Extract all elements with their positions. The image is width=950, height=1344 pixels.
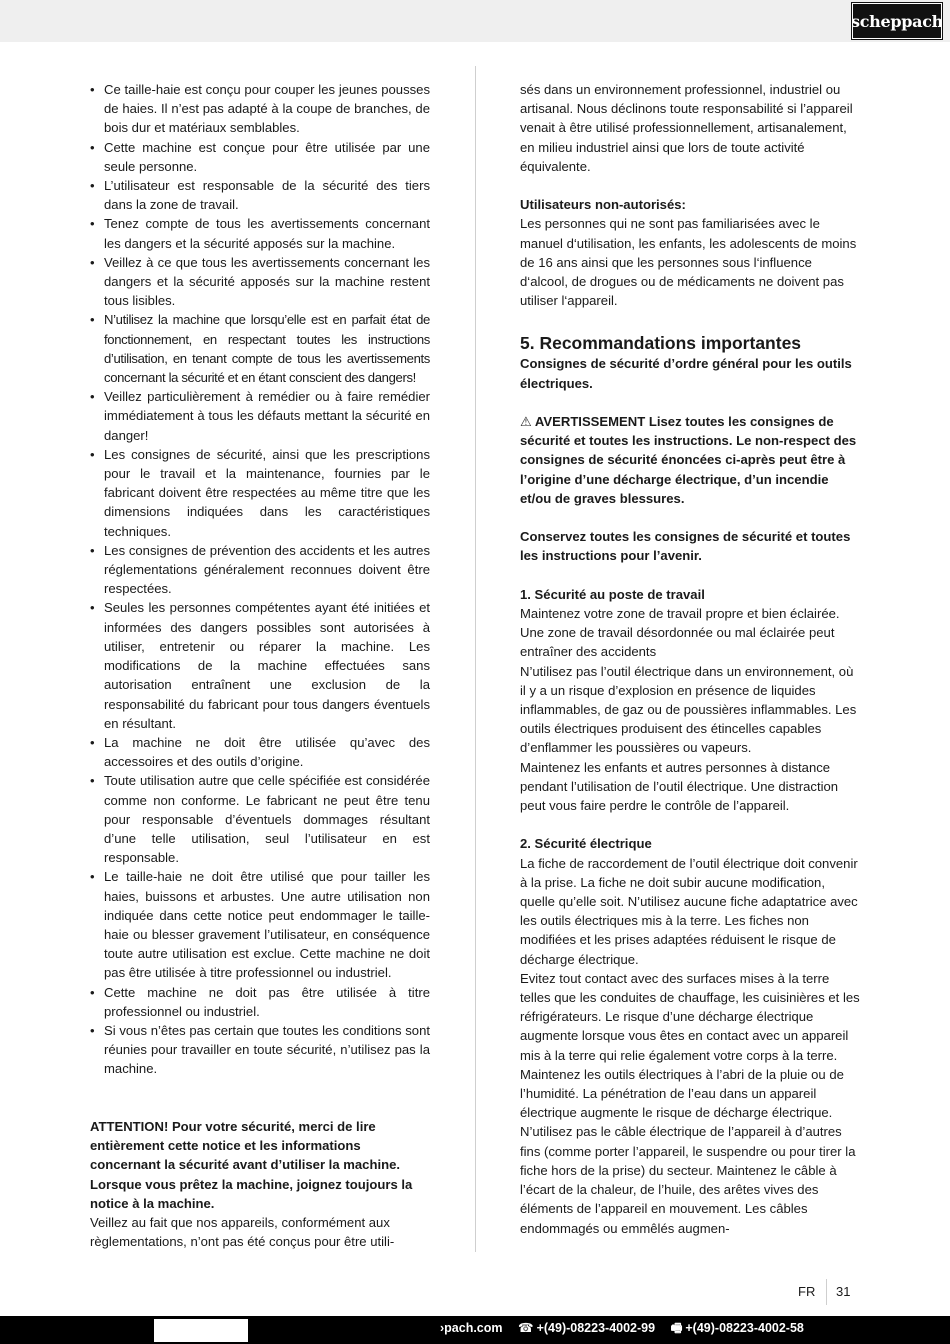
warning-paragraph <box>520 412 860 508</box>
electrical-safety-paragraph: Maintenez les outils électriques à l’abri de la pluie ou de l’humidité. La pénétration de l’eau dans un appareil électrique augmente le risque de décharge électrique. <box>520 1066 844 1121</box>
list-item: • Les consignes de prévention des accidents et les autres réglementations généralement reconnues doivent être respectées. <box>90 541 430 599</box>
left-column <box>90 80 430 1251</box>
fax-number: +(49)-08223-4002-58 <box>685 1321 804 1335</box>
electrical-safety-paragraph: Evitez tout contact avec des surfaces mises à la terre telles que les conduites de chauffage, les cuisinières et les réfrigérateurs. Le risque d’une décharge électrique augmente lorsque vous êtes en contact avec un appareil mis à la terre qui relie également votre corps à la terre. <box>520 970 860 1063</box>
spacer <box>520 815 860 834</box>
list-item: • Tenez compte de tous les avertissements concernant les dangers et la sécurité apposés sur la machine. <box>90 214 430 252</box>
list-item: • Cette machine est conçue pour être utilisée par une seule personne. <box>90 138 430 176</box>
list-item: • Veillez particulièrement à remédier ou à faire remédier immédiatement à tous les défauts mettant la sécurité en danger! <box>90 387 430 445</box>
electrical-safety-paragraph: La fiche de raccordement de l’outil électrique doit convenir à la prise. La fiche ne doit subir aucune modification, quelle qu’elle soit. N’utilisez aucune fiche adaptatrice avec les outils électriques mis à la terre. Les fiches non modifiées et les prises adaptées réduisent le risque de décharge électrique. <box>520 855 858 967</box>
page-number: 31 <box>836 1284 851 1299</box>
fax-icon: 🖷 <box>670 1321 683 1335</box>
unauthorized-users-heading: Utilisateurs non-autorisés: <box>520 197 686 213</box>
workplace-safety-heading: 1. Sécurité au poste de travail <box>520 586 705 602</box>
workplace-safety-paragraph: N’utilisez pas l’outil électrique dans un environnement, où il y a un risque d’explosion en présence de liquides inflammables, de gaz ou de poussières inflammables. Les outils électriques produisent des étincelles capables d’enflammer les poussières ou vapeurs. <box>520 663 857 756</box>
spacer <box>90 1079 430 1117</box>
keep-instructions: Conservez toutes les consignes de sécurité et toutes les instructions pour l’avenir. <box>520 529 851 564</box>
right-column <box>520 80 860 1238</box>
section-title: 5. Recommandations importantes <box>520 333 802 354</box>
workplace-safety-paragraph: Maintenez votre zone de travail propre et bien éclairée. Une zone de travail désordonnée ou mal éclairée peut entraîner des accidents <box>520 606 840 660</box>
list-item: • N’utilisez la machine que lorsqu’elle est en parfait état de fonctionnement, en respectant toutes les instructions d’utilisation, en tenant compte de tous les avertissements concernant la sécurité et en étant conscient des dangers! <box>90 310 430 387</box>
list-item: • Le taille-haie ne doit être utilisé que pour tailler les haies, buissons et arbustes. Une autre utilisation non indiquée dans cette notice peut endommager le taille-haie ou blesser gravement l’utilisateur, en conséquence toute autre utilisation est exclue. Cette machine ne doit pas être utilisée à titre professionnel ou industriel. <box>90 867 430 982</box>
lend-notice: Lorsque vous prêtez la machine, joignez toujours la notice à la machine. <box>90 1176 413 1211</box>
column-divider <box>475 66 476 1252</box>
list-item: • Toute utilisation autre que celle spécifiée est considérée comme non conforme. Le fabricant ne peut être tenu pour responsable d’éventuels dommages résultant d’une telle utilisation, seul l’utilisateur en est responsable. <box>90 771 430 867</box>
spacer <box>520 566 860 585</box>
list-item: • Seules les personnes compétentes ayant été initiées et informées des dangers possibles sont autorisées à utiliser, entretenir ou réparer la machine. Les modifications de la machine effectuées sans autorisation entraînent une exclusion de la responsabilité du fabricant pour tous dangers éventuels en résultant. <box>90 598 430 732</box>
list-item: • Les consignes de sécurité, ainsi que les prescriptions pour le travail et la maintenance, fournies par le fabricant doivent être respectées au même titre que les dimensions indiquées dans les caractéristiques techniques. <box>90 445 430 541</box>
list-item: • Cette machine ne doit pas être utilisée à titre professionnel ou industriel. <box>90 983 430 1021</box>
list-item: • L’utilisateur est responsable de la sécurité des tiers dans la zone de travail. <box>90 176 430 214</box>
footer-divider <box>826 1279 827 1305</box>
safety-bullet-list <box>90 80 430 1079</box>
brand-logo: scheppach <box>852 3 942 39</box>
phone-icon: ☎ <box>518 1321 534 1335</box>
spacer <box>520 176 860 195</box>
spacer <box>520 310 860 326</box>
warning-triangle-icon: ⚠ <box>520 414 532 430</box>
spacer <box>520 508 860 527</box>
workplace-safety-paragraph: Maintenez les enfants et autres personnes à distance pendant l’utilisation de l’outil électrique. Une distraction peut vous faire perdre le contrôle de l’appareil. <box>520 759 839 814</box>
phone-contact <box>518 1321 655 1335</box>
contact-bar-blank <box>154 1319 248 1342</box>
list-item: • Veillez à ce que tous les avertissements concernant les dangers et la sécurité apposés sur la machine restent tous lisibles. <box>90 253 430 311</box>
list-item: • La machine ne doit être utilisée qu’avec des accessoires et des outils d’origine. <box>90 733 430 771</box>
website-link[interactable]: ›pach.com <box>440 1321 503 1335</box>
list-item: • Ce taille-haie est conçu pour couper les jeunes pousses de haies. Il n’est pas adapté à la coupe de branches, de bois dur et matériaux semblables. <box>90 80 430 138</box>
contact-info <box>440 1320 816 1336</box>
electrical-safety-paragraph: N’utilisez pas le câble électrique de l’appareil à d’autres fins (comme porter l’appareil, le suspendre ou pour tirer la fiche hors de la prise) du secteur. Maintenez le câble à l’écart de la chaleur, de l’huile, des arêtes vives des éléments de l’appareil en mouvement. Les câbles endommagés ou emmêlés augmen- <box>520 1124 856 1236</box>
attention-notice: ATTENTION! Pour votre sécurité, merci de lire entièrement cette notice et les informations concernant la sécurité avant d’utiliser la machine. <box>90 1118 400 1173</box>
list-item: • Si vous n’êtes pas certain que toutes les conditions sont réunies pour travailler en toute sécurité, n’utilisez pas la machine. <box>90 1021 430 1079</box>
phone-number: +(49)-08223-4002-99 <box>536 1321 656 1335</box>
intended-use-continued: sés dans un environnement professionnel, industriel ou artisanal. Nous déclinons toute responsabilité si l’appareil venait à être utilisé professionnellement, artisanalement, en milieu industriel ainsi que lors de toute activité équivalente. <box>520 82 853 174</box>
electrical-safety-heading: 2. Sécurité électrique <box>520 836 652 852</box>
spacer <box>520 393 860 412</box>
intended-use-text: Veillez au fait que nos appareils, conformément aux règlementations, n’ont pas été conçus pour être utili- <box>90 1214 395 1250</box>
language-label: FR <box>798 1284 816 1299</box>
fax-contact <box>671 1321 804 1335</box>
unauthorized-users-text: Les personnes qui ne sont pas familiarisées avec le manuel d‘utilisation, les enfants, les adolescents de moins de 16 ans ainsi que les personnes sous l‘influence d‘alcool, de drogues ou de médicaments ne doivent pas utiliser l‘appareil. <box>520 216 857 309</box>
section-subtitle: Consignes de sécurité d’ordre général pour les outils électriques. <box>520 356 852 391</box>
header-band <box>0 0 950 42</box>
warning-text: AVERTISSEMENT Lisez toutes les consignes de sécurité et toutes les instructions. Le non-respect des consignes de sécurité énoncées ci-après peut être à l’origine d’une décharge électrique, d’un incendie et/ou de graves blessures. <box>520 414 857 506</box>
